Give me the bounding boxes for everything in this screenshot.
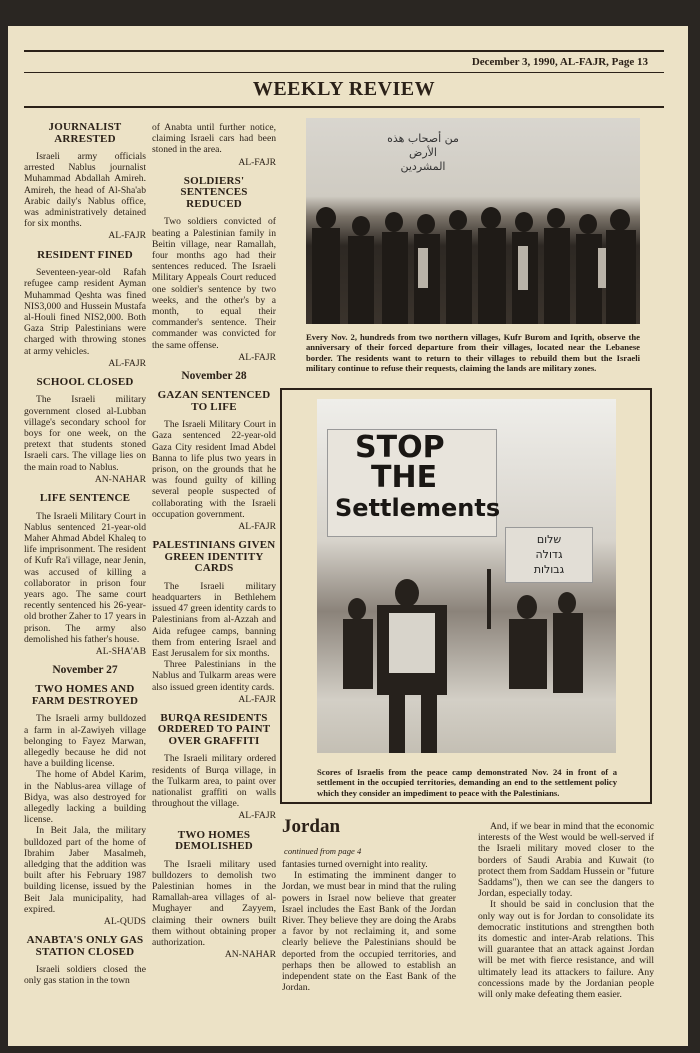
news-brief (152, 713, 276, 822)
date-heading-text: November 28 (181, 369, 247, 382)
brief-paragraph: Three Palestinians in the Nablus and Tulkarm areas were also issued green identity cards. (152, 659, 276, 693)
sign-line-settlements: Settlements (335, 494, 501, 522)
brief-paragraph: The Israeli army bulldozed a farm in al-Zawiyeh village belonging to Fayez Marwan, allegedly because he did not have a building license. (24, 713, 146, 770)
news-brief (24, 684, 146, 927)
photo-caption-1: Every Nov. 2, hundreds from two northern villages, Kufr Burom and Iqrith, observe the anniversary of their forced departure from their villages, located near the Lebanese border. The residents want to return to their villages to rebuild them but the Israeli military continue to refuse their requests, claiming the lands are military zones. (306, 332, 640, 374)
masthead: WEEKLY REVIEW (252, 78, 436, 100)
column-1 (24, 122, 146, 1042)
jordan-headline: Jordan (282, 816, 341, 837)
sign-line-the: THE (371, 460, 438, 495)
news-brief (152, 540, 276, 705)
newspaper-page (8, 26, 688, 1046)
brief-paragraph: The Israeli military government closed al-Lubban village's secondary school for boys for one week, on the pretext that students stoned Israeli cars. The village lies on the main road to Nablus. (24, 394, 146, 473)
demonstrators-silhouettes (317, 549, 616, 753)
jordan-right-p1: And, if we bear in mind that the economic interests of the West would be well-served if the Israeli military moved closer to the borders of Saudi Arabia and Kuwait (to protect them from Saddam Hussein or "future Saddams"), then we can see the dangers to Jordan, especially today. (478, 821, 654, 900)
sign-text (331, 430, 501, 523)
continued-from-note: continued from page 4 (284, 846, 362, 856)
brief-source: AL-FAJR (238, 156, 276, 168)
brief-headline: TWO HOMES AND FARM DESTROYED (31, 683, 139, 707)
brief-headline: JOURNALIST ARRESTED (48, 121, 122, 145)
brief-source: AL-SHA'AB (95, 646, 146, 658)
brief-source: AL-FAJR (238, 351, 276, 363)
news-brief (24, 935, 146, 986)
photo-arabic-banner (368, 132, 478, 174)
news-brief (152, 122, 276, 168)
brief-paragraph: The Israeli military headquarters in Bethlehem issued 47 green identity cards to Palestinians from al-Azzah and Aida refugee camps, banning them from entering Israel and East Jerusalem for six months. (152, 580, 276, 659)
hebrew-line-1: שלום (536, 533, 562, 546)
top-rule (24, 50, 664, 52)
brief-headline: LIFE SENTENCE (39, 492, 131, 505)
brief-source: AL-FAJR (238, 693, 276, 705)
brief-source: AL-QUDS (103, 916, 146, 928)
news-brief (152, 176, 276, 363)
brief-paragraph: In Beit Jala, the military bulldozed part of the home of Ibrahim Jaber Masalmeh, alledging that the addition was built after his February 1987 building license, issued by the Beit Jala municipality, had expired. (24, 825, 146, 915)
brief-headline: SOLDIERS' SENTENCES REDUCED (180, 174, 248, 210)
masthead-rule (24, 106, 664, 108)
brief-headline: GAZAN SENTENCED TO LIFE (157, 389, 271, 413)
brief-paragraph: The home of Abdel Karim, in the Nablus-area village of Bidya, was also destroyed for allegedly lacking a building license. (24, 769, 146, 826)
news-brief (152, 390, 276, 532)
brief-paragraph: The Israeli Military Court in Gaza sentenced 22-year-old Gaza City resident Imad Abdel Banna to life plus two years in prison, on the grounds that he was found guilty of killing several people suspected of collaborating with the Israeli occupation government. (152, 419, 276, 520)
brief-source: AN-NAHAR (224, 949, 276, 961)
arabic-line-1: من أصحاب هذه (387, 132, 459, 145)
brief-headline: BURQA RESIDENTS ORDERED TO PAINT OVER GRAFFITI (157, 711, 271, 747)
jordan-left-p1: fantasies turned overnight into reality. (282, 859, 428, 870)
brief-source: AN-NAHAR (94, 473, 146, 485)
jordan-right-p2: It should be said in conclusion that the only way out is for Jordan to consolidate its democratic institutions and strengthen both its domestic and inter-Arab relations. This will guarantee that an attack against Jordan will be met with fierce resistance, and will ultimately lead its attackers to failure. Any concessions made by the Jordanian people will only make defeating them easier. (478, 899, 654, 1001)
hebrew-line-2: גדולה (535, 548, 563, 561)
brief-paragraph: of Anabta until further notice, claiming Israeli cars had been stoned in the area. (152, 122, 276, 156)
news-brief (24, 122, 146, 242)
date-heading (152, 371, 276, 382)
hebrew-line-3: גבולות (533, 563, 565, 576)
photo-caption-2: Scores of Israelis from the peace camp demonstrated Nov. 24 in front of a settlement in the occupied territories, demanding an end to the settlement policy which they consider an impediment to peace with the Palestinians. (317, 767, 617, 798)
date-heading (24, 665, 146, 676)
arabic-line-3: المشردين (400, 160, 446, 173)
brief-paragraph: Israeli soldiers closed the only gas station in the town (24, 964, 146, 987)
brief-source: AL-FAJR (108, 230, 146, 242)
date-heading-text: November 27 (52, 664, 118, 677)
news-brief (24, 377, 146, 485)
brief-source: AL-FAJR (238, 520, 276, 532)
jordan-right-column (478, 821, 654, 1000)
crowd-silhouettes (306, 188, 640, 324)
jordan-left-p2: In estimating the imminent danger to Jordan, we must bear in mind that the ruling powers in Israel now believe that greater Israel includes the East Bank of the Jordan River. They believe they are doing the Arabs a favor by not reclaiming it, and some clearly believe the Palestinians should be deported from the occupied territories, and perhaps then be allowed to establish an independent state on the East Bank of the Jordan. (282, 870, 456, 994)
brief-paragraph: The Israeli Military Court in Nablus sentenced 21-year-old Maher Ahmad Abdel Khaleq to life imprisonment. The resident of Kufr Ra'i village, near Jenin, was accused of killing a collaborator in prison four years ago. The same court recently sentenced his 26-year-old brother Zaher to 17 years in prison. The army also demolished his father's house. (24, 510, 146, 645)
brief-headline: RESIDENT FINED (37, 248, 133, 261)
brief-headline: PALESTINIANS GIVEN GREEN IDENTITY CARDS (152, 539, 276, 575)
jordan-left-column (282, 859, 456, 993)
column-2 (152, 122, 276, 1042)
header-rule (24, 72, 664, 73)
brief-paragraph: Two soldiers convicted of beating a Palestinian family in Beitin village, near Ramallah, four months ago had their sentences reduced. The Israeli Military Appeals Court reduced one soldier's sentence by two weeks, and the other's by a month, to equal their commander's sentence. Their commander was convicted for the same offense. (152, 216, 276, 351)
photo-demonstration (317, 399, 616, 753)
page-header-line: December 3, 1990, AL-FAJR, Page 13 (471, 56, 648, 68)
brief-source: AL-FAJR (238, 810, 276, 822)
photo-commemoration (306, 118, 640, 324)
brief-paragraph: The Israeli military used bulldozers to demolish two Palestinian homes in the Ramallah-area villages of al-Mughayer and Zayyem, claiming their owners built them without obtaining proper authorization. (152, 858, 276, 949)
brief-paragraph: Israeli army officials arrested Nablus journalist Muhammad Abdallah Amireh. Amireh, the head of Al-Sha'ab Arabic daily's Nablus office, was administratively detained for six months. (24, 151, 146, 230)
brief-headline: TWO HOMES DEMOLISHED (175, 828, 253, 853)
brief-headline: SCHOOL CLOSED (36, 375, 134, 388)
sign-line-stop: STOP (355, 430, 445, 465)
brief-paragraph: Seventeen-year-old Rafah refugee camp resident Ayman Muhammad Qeshta was fined NIS3,000 and Hussein Mustafa al-Houli fined NIS2,000. Both Gaza Strip Palestinians were charged with throwing stones at army vehicles. (24, 267, 146, 357)
news-brief (152, 830, 276, 961)
brief-headline: ANABTA'S ONLY GAS STATION CLOSED (26, 934, 144, 958)
news-brief (24, 250, 146, 369)
brief-paragraph: The Israeli military ordered residents of Burqa village, in the Tulkarm area, to paint over nationalist graffiti on walls throughout the village. (152, 753, 276, 810)
news-brief (24, 493, 146, 657)
arabic-line-2: الأرض (409, 146, 437, 159)
brief-source: AL-FAJR (108, 357, 146, 369)
